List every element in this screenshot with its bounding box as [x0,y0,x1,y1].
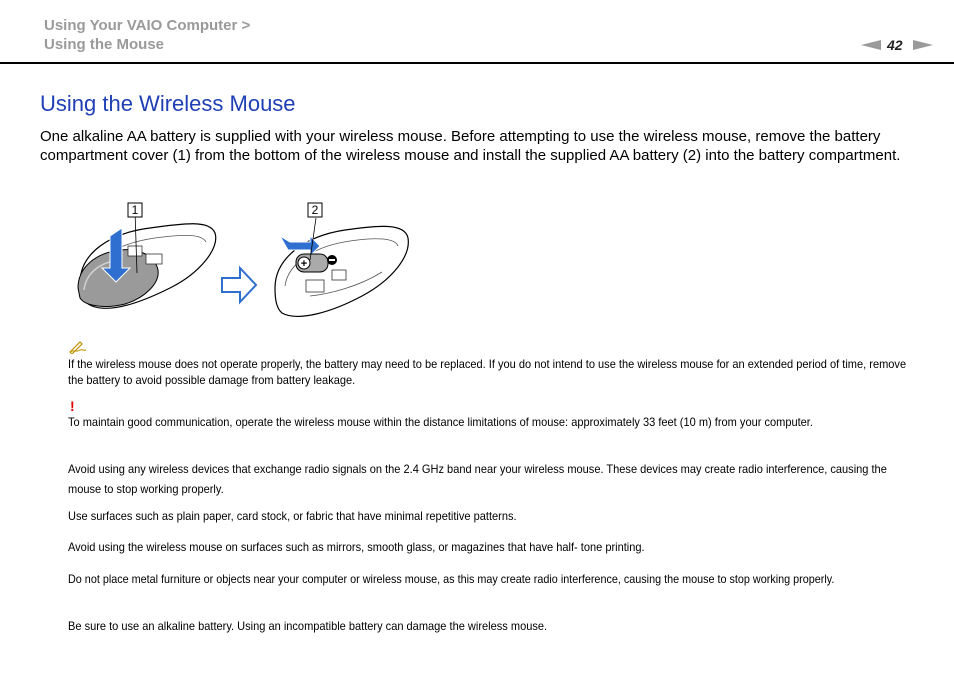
warning-mark: ! [70,398,75,414]
breadcrumb [44,16,250,54]
svg-text:+: + [300,258,308,270]
header-divider [0,62,954,64]
triangle-left-icon[interactable] [861,40,881,50]
breadcrumb-page[interactable]: Using the Mouse [44,36,165,53]
warning-note-battery: Be sure to use an alkaline battery. Using an incompatible battery can damage the wireless mouse. [68,619,548,633]
warning-note-interference: Avoid using any wireless devices that exchange radio signals on the 2.4 GHz band near your wireless mouse. These devices may create radio interference, causing the mouse to stop working properly. [68,462,887,496]
pencil-note-icon [68,340,88,354]
warning-note-distance: To maintain good communication, operate the wireless mouse within the distance limitations of mouse: approximately 33 feet (10 m) from your computer. [68,415,813,429]
breadcrumb-section[interactable]: Using Your VAIO Computer > [44,17,251,34]
mouse-battery-illustration [70,198,420,330]
page-number: 42 [887,37,903,53]
mouse-underside-cover-illustration [78,203,216,308]
warning-note-metal: Do not place metal furniture or objects near your computer or wireless mouse, as this may create radio interference, causing the mouse to stop working properly. [68,572,835,586]
page-navigation [861,37,935,53]
mouse-underside-battery-illustration [275,203,408,316]
warning-note-surfaces: Use surfaces such as plain paper, card stock, or fabric that have minimal repetitive patterns. [68,509,517,523]
next-step-arrow-icon [222,268,256,302]
page-title: Using the Wireless Mouse [40,91,296,116]
warning-note-reflective: Avoid using the wireless mouse on surfaces such as mirrors, smooth glass, or magazines that have half- tone printing. [68,540,645,554]
callout-1: 1 [131,203,139,217]
callout-2: 2 [311,203,319,217]
intro-paragraph: One alkaline AA battery is supplied with your wireless mouse. Before attempting to use the wireless mouse, remove the battery compartment cover (1) from the bottom of the wireless mouse and install the supplied AA battery (2) into the battery compartment. [40,128,901,164]
triangle-right-icon[interactable] [913,40,933,50]
memo-note: If the wireless mouse does not operate properly, the battery may need to be replaced. If you do not intend to use the wireless mouse for an extended period of time, remove the battery to avoid possible damage from battery leakage. [68,357,907,387]
